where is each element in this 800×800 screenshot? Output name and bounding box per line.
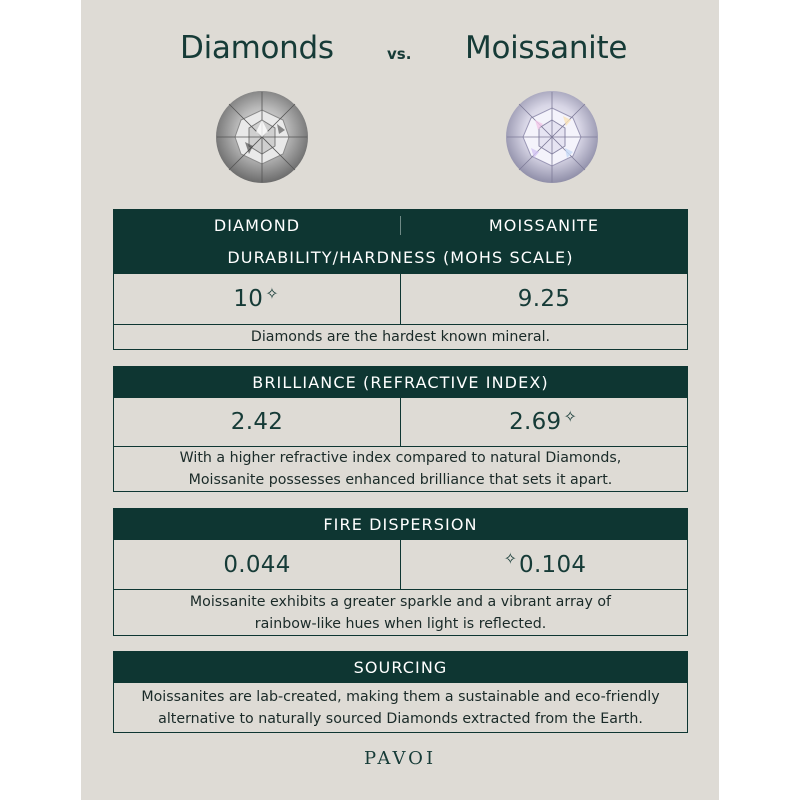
fire-diamond-cell [114,540,400,589]
brilliance-note [113,447,688,492]
sourcing-note-line-2: alternative to naturally sourced Diamonds extracted from the Earth. [158,710,643,727]
brilliance-note-line-2: Moissanite possesses enhanced brilliance that sets it apart. [188,472,613,488]
brilliance-values-row [113,398,688,447]
fire-note [113,590,688,636]
versus-label: vs. [387,45,412,63]
diamonds-title: Diamonds [180,30,334,66]
fire-diamond-value: 0.044 [223,551,291,578]
fire-moissanite-cell [400,540,687,589]
durability-moissanite-cell [400,274,687,324]
column-header-diamond: DIAMOND [213,215,301,235]
section-title-durability: DURABILITY/HARDNESS (MOHS SCALE) [113,241,688,274]
durability-diamond-value: 10 [233,286,264,312]
diamond-image [215,90,309,184]
comparison-card [81,0,719,800]
sourcing-note [113,683,688,733]
brilliance-moissanite-cell [400,398,687,446]
section-title-fire-dispersion: FIRE DISPERSION [113,508,688,540]
brilliance-note-line-1: With a higher refractive index compared to natural Diamonds, [179,450,622,466]
moissanite-title: Moissanite [465,30,628,66]
column-header-row [113,209,688,241]
sparkle-icon: ✧ [503,549,518,568]
durability-diamond-cell [114,274,400,324]
column-header-moissanite: MOISSANITE [400,216,687,235]
durability-moissanite-value: 9.25 [517,286,571,312]
fire-note-line-2: rainbow-like hues when light is reflected. [254,615,547,632]
durability-note-line-1: Diamonds are the hardest known mineral. [250,329,551,345]
section-title-sourcing: SOURCING [113,651,688,683]
fire-moissanite-value: 0.104 [519,551,587,578]
sourcing-note-line-1: Moissanites are lab-created, making them a sustainable and eco-friendly [141,688,660,705]
brilliance-diamond-cell [114,398,400,446]
brilliance-moissanite-value: 2.69 [509,409,562,435]
fire-note-line-1: Moissanite exhibits a greater sparkle and a vibrant array of [189,593,612,610]
fire-values-row [113,540,688,590]
durability-note [113,325,688,350]
brand-logo: PAVOI [363,748,437,769]
section-title-brilliance: BRILLIANCE (REFRACTIVE INDEX) [113,366,688,398]
moissanite-image [505,90,599,184]
sparkle-icon: ✧ [265,283,279,303]
brilliance-diamond-value: 2.42 [230,409,284,435]
durability-values-row [113,274,688,325]
sparkle-icon: ✧ [563,406,577,426]
